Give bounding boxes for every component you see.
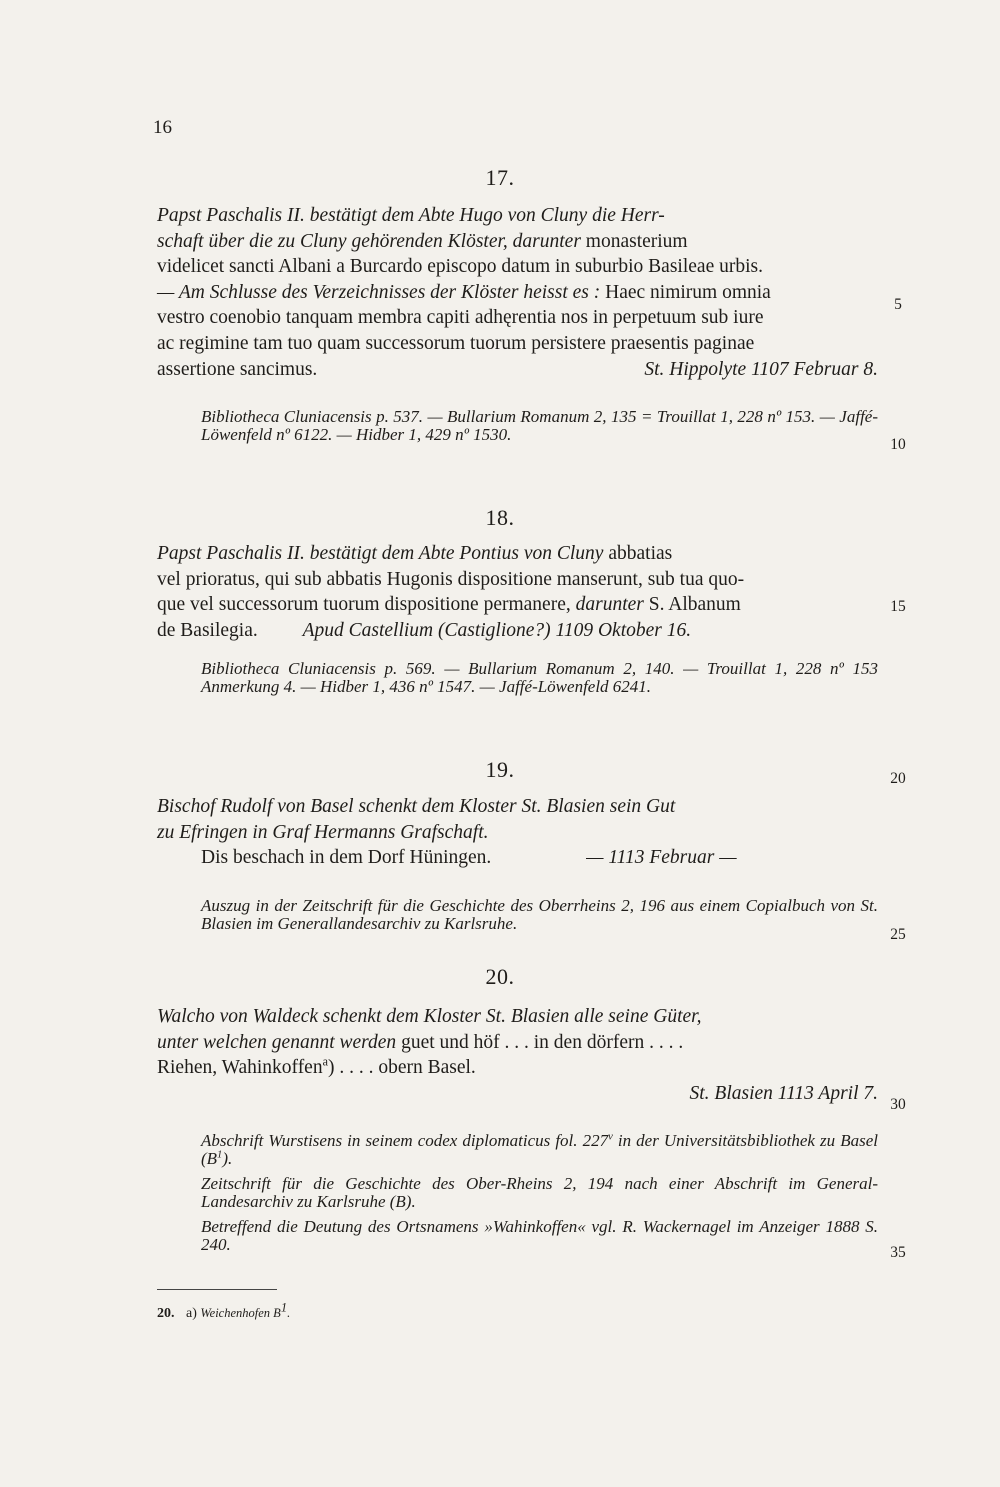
- source-citation: in der Universitätsbibliothek zu Basel (B: [201, 1131, 878, 1168]
- superscript: v: [608, 1131, 613, 1143]
- sources-20: [201, 1132, 878, 1254]
- entry-number-17: 17.: [485, 165, 515, 190]
- dateline: Apud Castellium (Castiglione?) 1109 Oktober 16.: [302, 619, 692, 641]
- regest-18: [157, 541, 878, 643]
- footnote-end: .: [287, 1306, 291, 1320]
- sources-19: [201, 897, 878, 933]
- entry-number-20: 20.: [485, 964, 515, 989]
- regest-quote: Haec nimirum omnia: [605, 281, 771, 303]
- regest-line: unter welchen genannt werden: [157, 1031, 397, 1053]
- dateline: St. Blasien 1113 April 7.: [689, 1082, 878, 1104]
- source-item: [201, 1218, 878, 1254]
- line-number: 10: [890, 436, 906, 453]
- sources-18: [201, 660, 878, 696]
- regest-line: Papst Paschalis II. bestätigt dem Abte Hugo von Cluny die Herr-: [157, 205, 665, 226]
- regest-quote: monasterium: [585, 230, 688, 252]
- regest-19: [157, 794, 878, 871]
- source-citation: Betreffend die Deutung des Ortsnamens »Wahinkoffen« vgl. R. Wackernagel im Anzeiger 1888 S. 240.: [201, 1217, 878, 1254]
- footnote: [157, 1300, 291, 1322]
- source-item: [201, 1132, 878, 1168]
- footnote-rule: [157, 1289, 277, 1290]
- sources-17: [201, 408, 878, 444]
- regest-quote: guet und höf . . . in den dörfern . . . .: [401, 1031, 684, 1053]
- line-number: 25: [890, 926, 906, 943]
- source-citation: Auszug in der Zeitschrift für die Geschichte des Oberrheins 2, 196 aus einem Copialbuch von St. Blasien im Generallandesarchiv zu Karlsruhe.: [201, 896, 878, 933]
- source-citation: Bibliotheca Cluniacensis p. 537. — Bullarium Romanum 2, 135 = Trouillat 1, 228 nº 153. — Jaffé-Löwenfeld nº 6122. — Hidber 1, 429 nº 1530.: [201, 407, 878, 444]
- source-citation: ).: [222, 1149, 233, 1168]
- footnote-marker: a): [186, 1306, 197, 1321]
- line-number: 35: [890, 1244, 906, 1261]
- dateline: St. Hippolyte 1107 Februar 8.: [644, 358, 878, 380]
- regest-keyword: darunter: [575, 594, 644, 616]
- regest-line: — Am Schlusse des Verzeichnisses der Klöster heisst es :: [157, 281, 601, 303]
- superscript: 1: [217, 1149, 223, 1161]
- dateline: — 1113 Februar —: [586, 847, 737, 869]
- regest-quote: Riehen, Wahinkoffen: [157, 1057, 323, 1079]
- line-number: 5: [894, 296, 902, 313]
- regest-line: schaft über die zu Cluny gehörenden Klöster, darunter: [157, 230, 581, 252]
- regest-line: vestro coenobio tanquam membra capiti adhęrentia nos in perpetuum sub iure: [157, 307, 764, 329]
- regest-line: zu Efringen in Graf Hermanns Grafschaft.: [157, 821, 489, 843]
- regest-line: videlicet sancti Albani a Burcardo episcopo datum in suburbio Basileae urbis.: [157, 256, 763, 278]
- regest-quote: S. Albanum: [648, 594, 741, 616]
- page-number: 16: [153, 117, 172, 138]
- regest-line: Walcho von Waldeck schenkt dem Kloster St. Blasien alle seine Güter,: [157, 1006, 702, 1027]
- line-number: 15: [890, 598, 906, 615]
- footnote-text: Weichenhofen B: [200, 1306, 281, 1320]
- regest-20: [157, 1004, 878, 1106]
- regest-line: de Basilegia.: [157, 619, 258, 641]
- regest-17: [157, 203, 878, 382]
- regest-line: Bischof Rudolf von Basel schenkt dem Kloster St. Blasien sein Gut: [157, 796, 676, 817]
- source-item: [201, 1175, 878, 1211]
- regest-quote: Dis beschach in dem Dorf Hüningen.: [201, 847, 492, 869]
- line-number: 20: [890, 770, 906, 787]
- regest-line: ac regimine tam tuo quam successorum tuorum persistere praesentis paginae: [157, 332, 755, 354]
- footnote-ref: 20.: [157, 1306, 175, 1321]
- regest-line: assertione sancimus.: [157, 358, 318, 380]
- line-number: 30: [890, 1096, 906, 1113]
- regest-quote: abbatias: [608, 543, 673, 564]
- regest-line: que vel successorum tuorum dispositione permanere,: [157, 594, 571, 616]
- entry-number-18: 18.: [485, 505, 515, 530]
- source-citation: Bibliotheca Cluniacensis p. 569. — Bullarium Romanum 2, 140. — Trouillat 1, 228 nº 153 Anmerkung 4. — Hidber 1, 436 nº 1547. — Jaffé-Löwenfeld 6241.: [201, 659, 878, 696]
- footnote-marker: a: [322, 1054, 328, 1069]
- source-citation: Zeitschrift für die Geschichte des Ober-Rheins 2, 194 nach einer Abschrift im General-Landesarchiv zu Karlsruhe (B).: [201, 1174, 878, 1211]
- source-citation: Abschrift Wurstisens in seinem codex diplomaticus fol. 227: [201, 1131, 609, 1150]
- superscript: 1: [280, 1300, 288, 1315]
- regest-line: vel prioratus, qui sub abbatis Hugonis dispositione manserunt, sub tua quo-: [157, 568, 745, 590]
- regest-line: Papst Paschalis II. bestätigt dem Abte Pontius von Cluny: [157, 543, 604, 564]
- regest-quote: ) . . . . obern Basel.: [327, 1057, 476, 1079]
- entry-number-19: 19.: [485, 757, 515, 782]
